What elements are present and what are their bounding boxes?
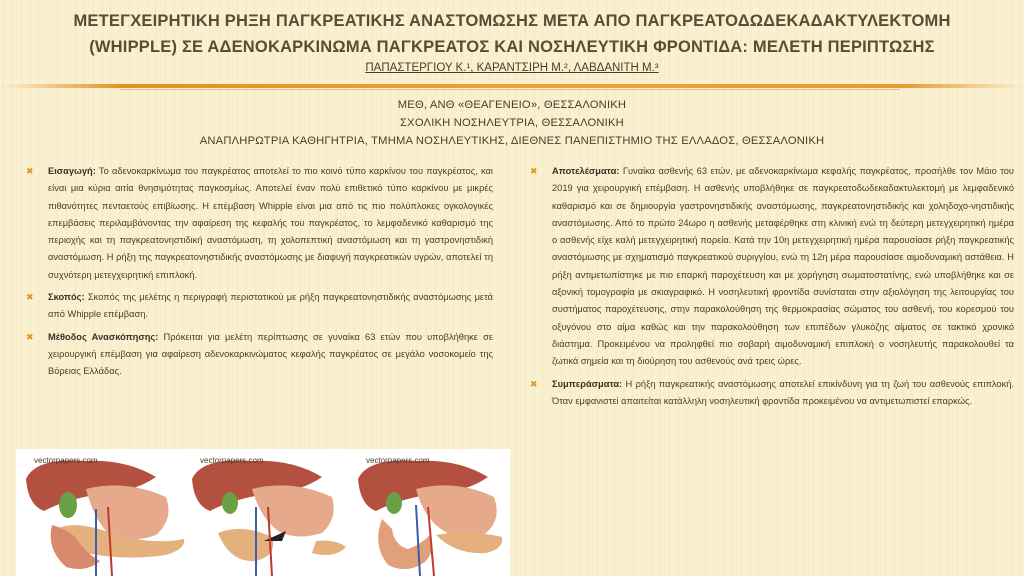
section-introduction <box>26 163 494 284</box>
section-text: Σκοπός της μελέτης η περιγραφή περιστατικού με ρήξη παγκρεατονηστιδικής αναστόμωσης μετά από Whipple επέμβαση. <box>48 292 493 320</box>
bullet-icon: ✖ <box>530 378 538 389</box>
section-aim <box>26 289 493 324</box>
section-method <box>26 329 493 381</box>
anatomy-panel-reconstruction <box>358 456 502 576</box>
whipple-procedure-illustration <box>16 449 510 576</box>
section-conclusions <box>530 376 1014 411</box>
bullet-icon: ✖ <box>26 331 34 342</box>
section-results <box>530 163 1014 371</box>
section-text: Πρόκειται για μελέτη περίπτωσης σε γυναίκα 63 ετών που υποβλήθηκε σε χειρουργική επέμβαση για αφαίρεση αδενοκαρκινώματος κεφαλής παγκρέατος σε μεγάλο νοσοκομείο της Βόρειας Ελλάδας. <box>48 331 493 377</box>
affiliation-3: ΑΝΑΠΛΗΡΩΤΡΙΑ ΚΑΘΗΓΗΤΡΙΑ, ΤΜΗΜΑ ΝΟΣΗΛΕΥΤΙΚΗΣ, ΔΙΕΘΝΕΣ ΠΑΝΕΠΙΣΤΗΜΙΟ ΤΗΣ ΕΛΛΑΔΟΣ, ΘΕΣΣΑΛΟΝΙΚΗ <box>199 135 825 147</box>
anatomy-panel-before <box>26 456 184 576</box>
header-divider-thin <box>120 89 900 90</box>
affiliation-1: ΜΕΘ, ΑΝΘ «ΘΕΑΓΕΝΕΙΟ», ΘΕΣΣΑΛΟΝΙΚΗ <box>397 99 627 111</box>
bullet-icon: ✖ <box>26 292 34 303</box>
poster-title <box>40 8 984 60</box>
section-text: Το αδενοκαρκίνωμα του παγκρέατος αποτελεί το πιο κοινό τύπο καρκίνου του παγκρέατος, και είναι μια κύρια αιτία θνησιμότητας παγκοσμίως. Αποτελεί έναν πολύ επιθετικό τύπο καρκίνου με μικρές πιθανότητες πενταετούς επιβίωσης. Η επέμβαση Whipple είναι μια από τις πιο πολύπλοκες ογκολογικές επεμβάσεις περιλαμβάνοντας την αφαίρεση της κεφαλής του παγκρέατος, το λεμφαδενικό καθαρισμό της περιοχής και τη παγκρεατονηστιδική αναστόμωση, τη χολοπεπτική αναστόμωση και τη γαστρονηστιδική αναστόμωση. Η ρήξη της παγκρεατονηστιδικής αναστόμωσης με διαφυγή παγκρεατικών υγρών, αποτελεί τη συχνότερη μετεγχειρητική επιπλοκή. <box>48 166 494 280</box>
section-text: Η ρήξη παγκρεατικής αναστόμωσης αποτελεί επικίνδυνη για τη ζωή του ασθενούς επιπλοκή. Όταν εμφανιστεί απαιτείται κατάλληλη νοσηλευτική φροντίδα προκειμένου να αντιμετωπιστεί επαρκώς. <box>552 378 1014 406</box>
right-text-column <box>530 163 1014 415</box>
section-label: Σκοπός: <box>48 292 85 303</box>
section-label: Εισαγωγή: <box>48 166 96 176</box>
bullet-icon: ✖ <box>26 166 34 176</box>
authors-line: ΠΑΠΑΣΤΕΡΓΙΟΥ Κ.¹, ΚΑΡΑΝΤΣΙΡΗ Μ.², ΛΑΒΔΑΝΙΤΗ Μ.³ <box>365 62 659 74</box>
section-label: Μέθοδος Ανασκόπησης: <box>48 331 159 342</box>
watermark-text: vectorpapers.com <box>200 456 264 465</box>
affiliation-2: ΣΧΟΛΙΚΗ ΝΟΣΗΛΕΥΤΡΙΑ, ΘΕΣΣΑΛΟΝΙΚΗ <box>400 117 624 129</box>
section-text: Γυναίκα ασθενής 63 ετών, με αδενοκαρκίνωμα κεφαλής παγκρέατος, προσήλθε τον Μάιο του 2019 για χειρουργική επέμβαση. Η ασθενής υποβλήθηκε σε παγκρεατοδωδεκαδακτυλεκτομή με λεμφαδενικό καθαρισμό και σε δημιουργία γαστρονηστιδικής αναστόμωσης, παγκρεατονηστιδικής και χοληδοχο-νηστιδικής αναστόμωσης. Από το πρώτο 24ωρο η ασθενής μεταφέρθηκε στη κλινική ενώ τη δεύτερη μετεγχειρητική ημέρα ο ασθενής είχε καλή μετεγχειρητική πορεία. Κατά την 10η μετεγχειρητική ημέρα παρουσίασε ρήξη παγκρεατικής αναστόμωσης με σχηματισμό παγκρεατικού συριγγίου, ενώ τη 12η μέρα παρουσίασε αιμοδυναμική αστάθεια. Η ρήξη αντιμετωπίστηκε με πιο επαρκή παροχέτευση και με χορήγηση σωματοστατίνης, ενώ υποβλήθηκε και σε αξονική τομογραφία με σκιαγραφικό. Η νοσηλευτική φροντίδα συνίσταται στην αξιολόγηση της λειτουργίας του συστήματος παροχέτευσης, στην παρακολούθηση της θερμοκρασίας σώματος του ασθενή, του κορεσμού του οξυγόνου στο αίμα καθώς και την παρακολούθηση των επιπέδων γλυκόζης αίματος σε τακτικό χρονικό διάστημα. Προκειμένου να προληφθεί πιο σοβαρή αιμοδυναμική επιπλοκή ο νοσηλευτής παρακολουθεί τα ζωτικά σημεία και τη διούρηση του ασθενούς ανά τρεις ώρες. <box>552 166 1014 367</box>
poster-title-line-2: (WHIPPLE) ΣΕ ΑΔΕΝΟΚΑΡΚΙΝΩΜΑ ΠΑΓΚΡΕΑΤΟΣ ΚΑΙ ΝΟΣΗΛΕΥΤΙΚΗ ΦΡΟΝΤΙΔΑ: ΜΕΛΕΤΗ ΠΕΡΙΠΤΩΣΗΣ <box>89 38 935 56</box>
left-text-column <box>26 163 494 386</box>
anatomy-illustration-svg <box>16 449 510 576</box>
poster-title-line-1: ΜΕΤΕΓΧΕΙΡΗΤΙΚΗ ΡΗΞΗ ΠΑΓΚΡΕΑΤΙΚΗΣ ΑΝΑΣΤΟΜΩΣΗΣ ΜΕΤΑ ΑΠΟ ΠΑΓΚΡΕΑΤΟΔΩΔΕΚΑΔΑΚΤΥΛΕΚΤΟΜΗ <box>73 12 951 30</box>
anatomy-panel-resection <box>192 456 346 576</box>
watermark-text: vectorpapers.com <box>366 456 430 465</box>
bullet-icon: ✖ <box>530 166 538 176</box>
section-label: Συμπεράσματα: <box>552 378 623 389</box>
section-label: Αποτελέσματα: <box>552 166 620 176</box>
watermark-text: vectorpapers.com <box>34 456 98 465</box>
header-divider <box>0 84 1024 88</box>
